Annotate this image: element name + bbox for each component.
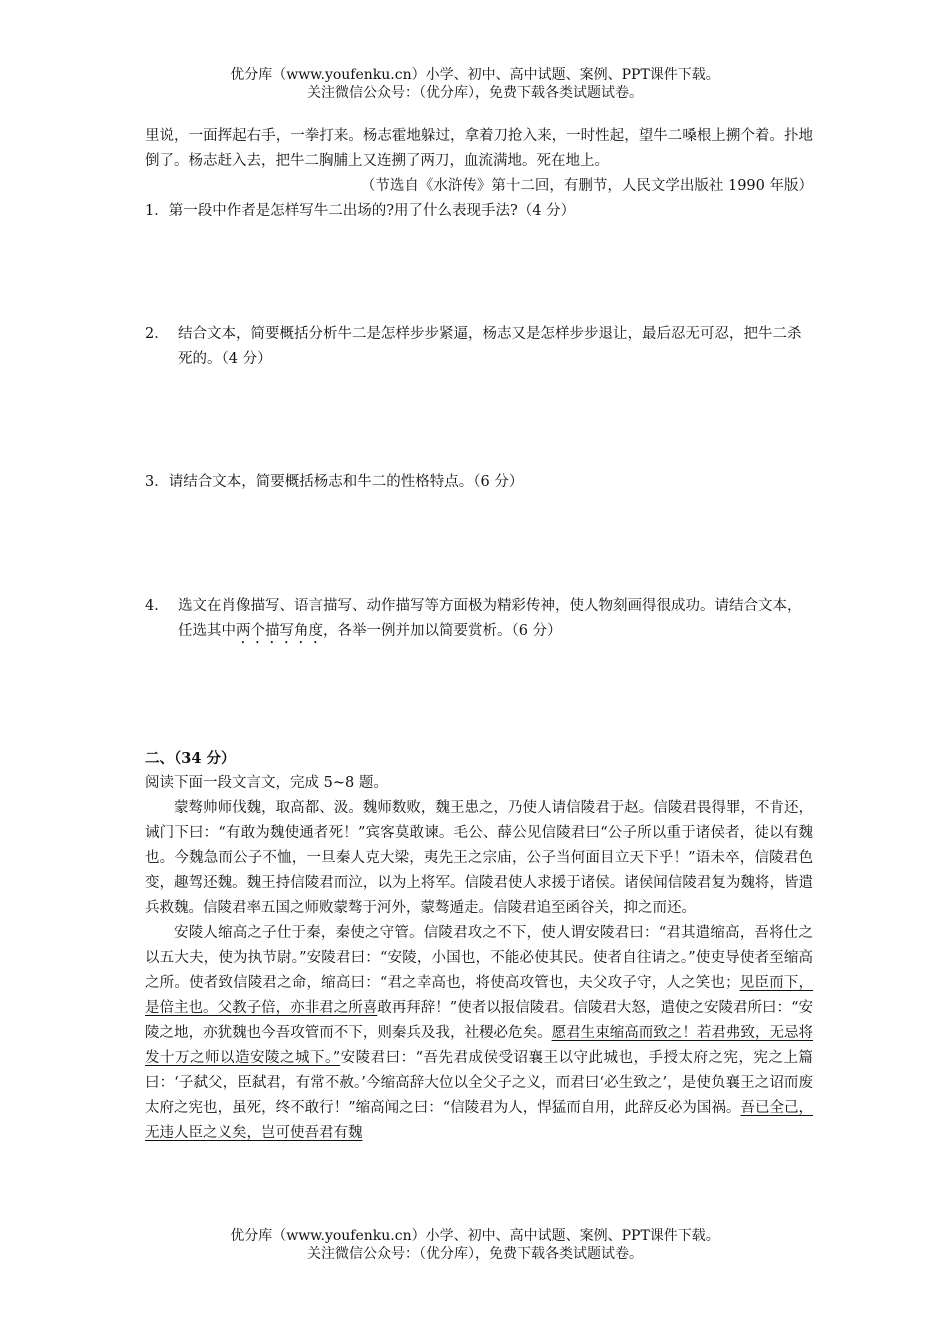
question-text: 结合文本，简要概括分析牛二是怎样步步紧逼，杨志又是怎样步步退让，最后忍无可忍，把牛二杀死的。（4 分） xyxy=(178,326,802,367)
question-text-a: 选文在肖像描写、语言描写、动作描写等方面极为精彩传神，使人物刻画得很成功。请结合文本，任选其中 xyxy=(178,598,802,639)
para2-text-a: 安陵人缩高之子仕于秦，秦使之守管。信陵君攻之不下，使人谓安陵君曰：“君其遣缩高，吾将仕之以五大夫，使为执节尉。”安陵君曰：“安陵，小国也，不能必使其民。使者自往请之。”使吏导使者至缩高之所。使者致信陵君之命，缩高曰：“君之幸高也，将使高攻管也，夫父攻子守，人之笑也； xyxy=(145,925,814,991)
question-text-c: ，各举一例并加以简要赏析。（6 分） xyxy=(323,623,562,639)
header-line-1: 优分库（www.youfenku.cn）小学、初中、高中试题、案例、PPT课件下载。 xyxy=(230,67,720,83)
footer-line-1: 优分库（www.youfenku.cn）小学、初中、高中试题、案例、PPT课件下载。 xyxy=(230,1228,720,1244)
para2-text-c: 安陵君曰：“吾先君成侯受诏襄王以守此城也，手授太府之宪，宪之上篇曰：‘子弑父，臣弑君，有常不赦。’今缩高辞大位以全父子之义，而君曰‘必生致之’，是使负襄王之诏而废太府之宪也，虽死，终不敢行！”缩高闻之曰：“信陵君为人，悍猛而自用，此辞反必为国祸。 xyxy=(145,1050,813,1116)
question-1 xyxy=(145,199,813,224)
answer-space xyxy=(145,372,813,470)
question-3 xyxy=(145,470,813,495)
para2-text-b: 敢再拜辞！”使者以报信陵君。信陵君大怒，遣使之安陵君所曰：“安陵之地，亦犹魏也今吾攻管而不下，则秦兵及我，社稷必危矣。 xyxy=(145,1000,813,1041)
footer-line-2: 关注微信公众号：（优分库），免费下载各类试题试卷。 xyxy=(307,1246,643,1262)
passage-text: 里说，一面挥起右手，一拳打来。杨志霍地躲过，拿着刀抢入来，一时性起，望牛二嗓根上搠个着。扑地倒了。杨志赶入去，把牛二胸脯上又连搠了两刀，血流满地。死在地上。 xyxy=(145,128,813,169)
question-number: 2． xyxy=(145,326,169,342)
header-line-2: 关注微信公众号：（优分库），免费下载各类试题试卷。 xyxy=(307,85,643,101)
section-instruction: 阅读下面一段文言文，完成 5~8 题。 xyxy=(145,775,388,791)
answer-space xyxy=(145,647,813,747)
question-number: 4． xyxy=(145,598,169,614)
question-text: 第一段中作者是怎样写牛二出场的?用了什么表现手法?（4 分） xyxy=(168,203,576,219)
page-header xyxy=(0,66,950,102)
answer-space xyxy=(145,495,813,594)
question-text: 请结合文本，简要概括杨志和牛二的性格特点。（6 分） xyxy=(168,474,524,490)
emphasis-dots: 两个描写角度 xyxy=(236,623,323,639)
classical-paragraph-2 xyxy=(145,921,813,1146)
section-title: 二、（34 分） xyxy=(145,750,236,767)
question-4 xyxy=(145,594,813,647)
classical-paragraph-1: 蒙骜帅师伐魏，取高都、汲。魏师数败，魏王患之，乃使人请信陵君于赵。信陵君畏得罪，不肯还，诫门下曰：“有敢为魏使通者死！”宾客莫敢谏。毛公、薛公见信陵君曰“公子所以重于诸侯者，徒以有魏也。今魏急而公子不恤，一旦秦人克大梁，夷先王之宗庙，公子当何面目立天下乎！”语未卒，信陵君色变，趣驾还魏。魏王持信陵君而泣，以为上将军。信陵君使人求援于诸侯。诸侯闻信陵君复为魏将，皆遣兵救魏。信陵君率五国之师败蒙骜于河外，蒙骜遁走。信陵君追至函谷关，抑之而还。 xyxy=(145,800,813,916)
underlined-sentence-2: 愿君生束缩高而致之！若君弗致，无忌将发十万之师以造安陵之城下。” xyxy=(145,1025,814,1066)
page-footer xyxy=(0,1227,950,1263)
answer-space xyxy=(145,224,813,322)
question-2 xyxy=(145,322,813,372)
passage-source: （节选自《水浒传》第十二回，有删节，人民文学出版社 1990 年版） xyxy=(360,178,813,194)
underlined-sentence-1: 见臣而下，是倍主也。父教子倍，亦非君之所喜 xyxy=(145,975,813,1016)
underlined-sentence-3: 吾已全己，无违人臣之义矣，岂可使吾君有魏 xyxy=(145,1100,813,1141)
content-body xyxy=(145,124,813,1146)
question-number: 1． xyxy=(145,203,169,219)
question-number: 3． xyxy=(145,474,169,490)
